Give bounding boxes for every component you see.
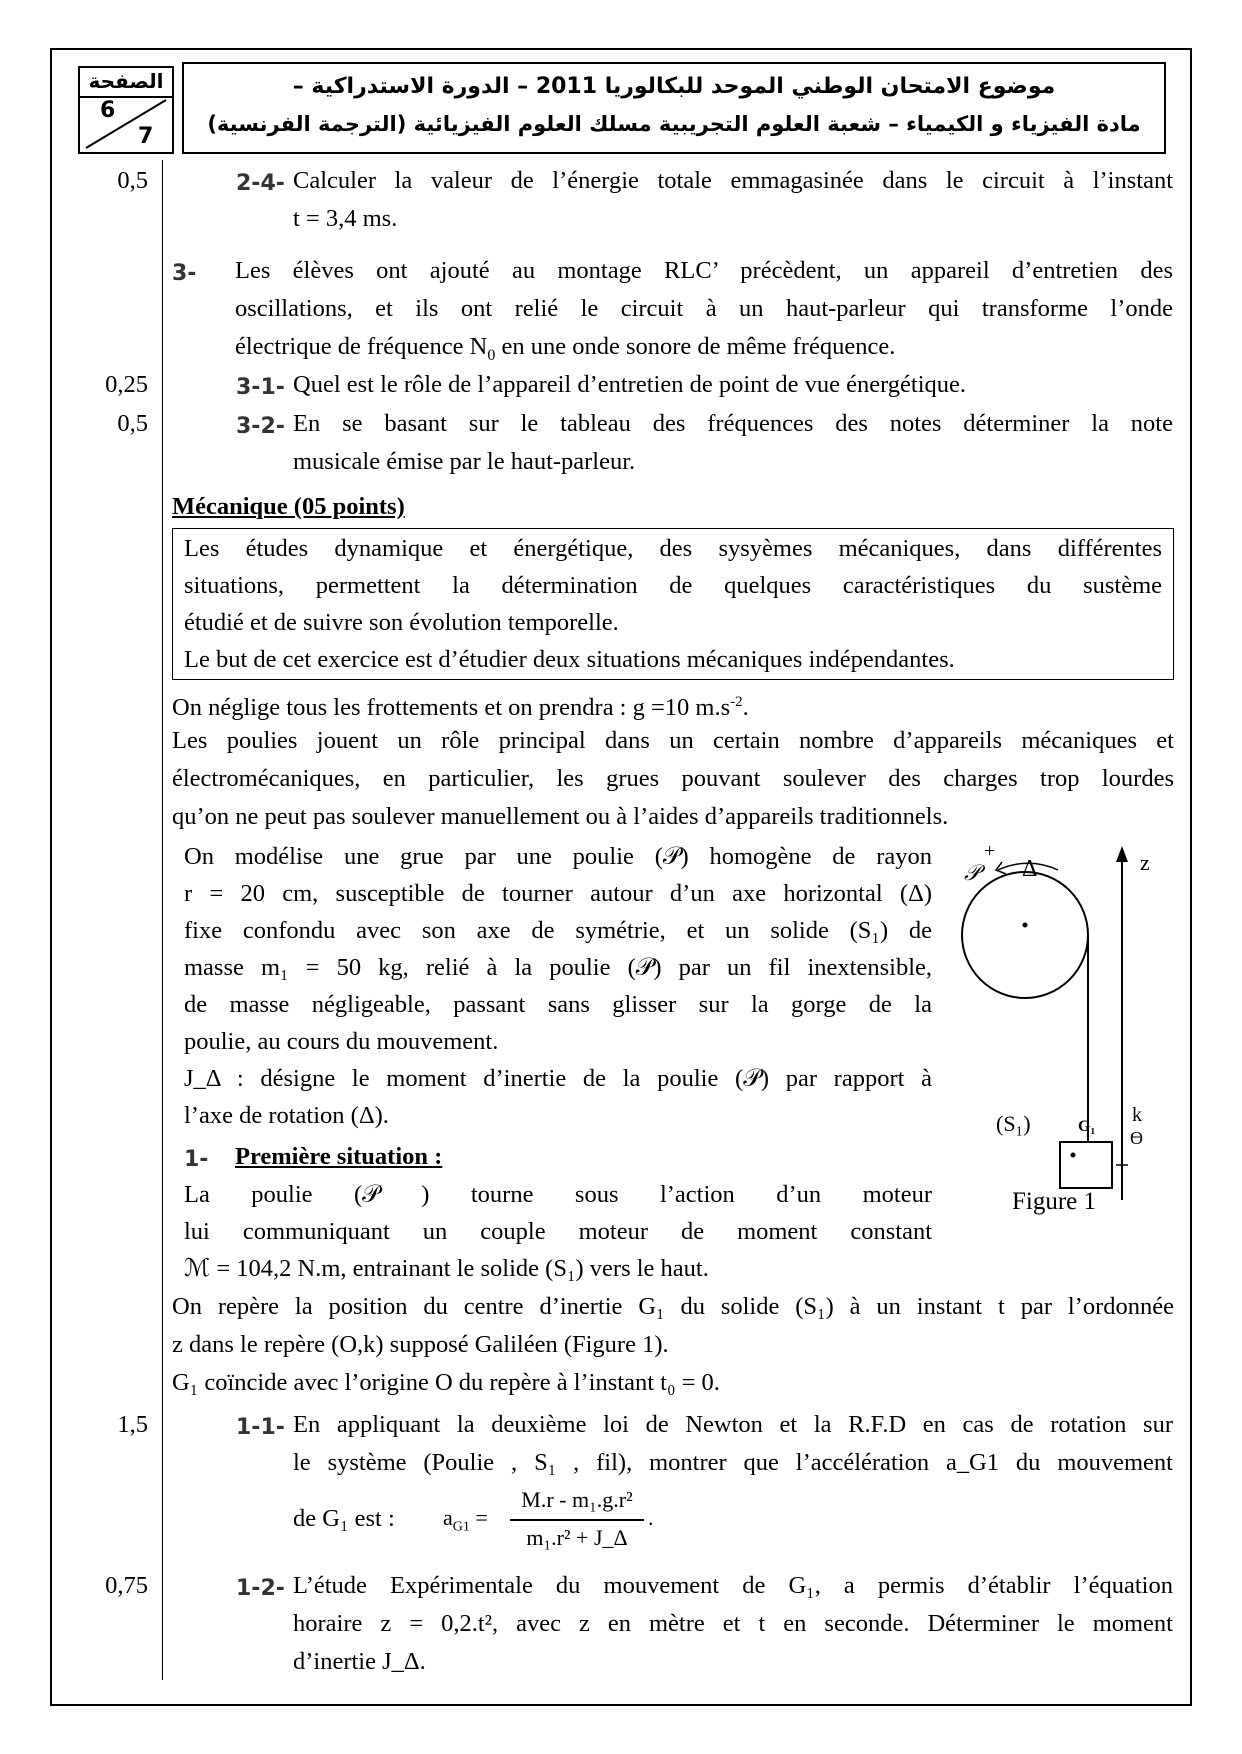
formula-fraction-bar <box>510 1519 644 1521</box>
intro-line3: étudié et de suivre son évolution temporelle. <box>184 609 619 636</box>
situation-1-line3: ℳ = 104,2 N.m, entrainant le solide (S₁) vers le haut. <box>184 1255 709 1282</box>
question-1-1-line3: de G₁ est : <box>293 1505 395 1532</box>
question-number-3-2: 3-2- <box>236 414 285 439</box>
question-number-3: 3- <box>172 261 197 286</box>
inertia-line1: J_Δ : désigne le moment d’inertie de la poulie (𝒫) par rapport à <box>184 1065 932 1092</box>
inertia-line2: l’axe de rotation (Δ). <box>184 1102 389 1129</box>
solid-s1-box <box>1060 1142 1112 1188</box>
formula-period: . <box>648 1505 654 1530</box>
exam-title-box <box>182 62 1166 154</box>
question-2-4-line2: t = 3,4 ms. <box>293 205 398 232</box>
origin-label: O <box>1130 1128 1143 1148</box>
points-column-divider <box>162 160 163 1680</box>
situation-1-line5: z dans le repère (O,k) supposé Galiléen (Figure 1). <box>172 1331 669 1358</box>
page-total: 7 <box>138 124 154 149</box>
question-1-2-line2: horaire z = 0,2.t², avec z en mètre et t en seconde. Déterminer le moment <box>293 1610 1173 1637</box>
exam-title-line1: موضوع الامتحان الوطني الموحد للبكالوريا 2011 – الدورة الاستدراكية – <box>292 74 1056 99</box>
situation-1-line2: lui communiquant un couple moteur de moment constant <box>184 1218 932 1245</box>
question-number-1-1: 1-1- <box>236 1415 285 1440</box>
intro-line2: situations, permettent la détermination de quelques caractéristiques du sustème <box>184 572 1162 599</box>
question-3-line3-a: électrique de fréquence N <box>235 333 488 360</box>
points-q1-2: 0,75 <box>105 1572 148 1599</box>
question-3-1-text: Quel est le rôle de l’appareil d’entretien de point de vue énergétique. <box>293 371 967 398</box>
poulies-line3: qu’on ne peut pas soulever manuellement ou à l’aides d’appareils traditionnels. <box>172 803 949 830</box>
situation-number-1: 1- <box>184 1147 209 1172</box>
intro-line1: Les études dynamique et énergétique, des sysyèmes mécaniques, dans différentes <box>184 535 1162 562</box>
question-1-1-line1: En appliquant la deuxième loi de Newton et la R.F.D en cas de rotation sur <box>293 1411 1173 1438</box>
points-q3-2: 0,5 <box>117 410 148 437</box>
friction-exponent: -2 <box>730 694 743 710</box>
question-1-2-line1: L’étude Expérimentale du mouvement de G₁, a permis d’établir l’équation <box>293 1572 1173 1599</box>
pulley-axis-dot <box>1023 923 1028 928</box>
situation-1-title: Première situation : <box>235 1143 443 1170</box>
situation-1-line6: G₁ coïncide avec l’origine O du repère à l’instant t₀ = 0. <box>172 1369 720 1396</box>
formula-lhs-a: a <box>443 1505 453 1530</box>
question-2-4-line1: Calculer la valeur de l’énergie totale emmagasinée dans le circuit à l’instant <box>293 167 1173 194</box>
question-1-2-line3: d’inertie J_Δ. <box>293 1648 426 1675</box>
page-number-box <box>78 66 174 154</box>
poulies-line2: électromécaniques, en particulier, les grues pouvant soulever des charges trop lourdes <box>172 765 1174 792</box>
situation-1-line1: La poulie (𝒫 ) tourne sous l’action d’un moteur <box>184 1181 932 1208</box>
question-3-line2: oscillations, et ils ont relié le circuit à un haut-parleur qui transforme l’onde <box>235 295 1173 322</box>
z-axis-arrowhead <box>1116 846 1128 862</box>
poulies-line1: Les poulies jouent un rôle principal dans un certain nombre d’appareils mécaniques et <box>172 727 1174 754</box>
question-1-1-line2: le système (Poulie , S₁ , fil), montrer que l’accélération a_G1 du mouvement <box>293 1449 1173 1476</box>
friction-line <box>172 684 749 726</box>
model-line4: masse m₁ = 50 kg, relié à la poulie (𝒫) par un fil inextensible, <box>184 954 932 981</box>
question-3-line1: Les élèves ont ajouté au montage RLC’ précèdent, un appareil d’entretien des <box>235 257 1173 284</box>
section-heading-mecanique: Mécanique (05 points) <box>172 493 405 520</box>
z-axis-label: z <box>1140 850 1150 875</box>
page-current: 6 <box>100 98 116 123</box>
model-line3: fixe confondu avec son axe de symétrie, et un solide (S₁) de <box>184 917 932 944</box>
model-line1: On modélise une grue par une poulie (𝒫) homogène de rayon <box>184 843 932 870</box>
question-3-2-line1: En se basant sur le tableau des fréquences des notes déterminer la note <box>293 410 1173 437</box>
question-number-3-1: 3-1- <box>236 375 285 400</box>
question-3-line3-sub: 0 <box>487 346 496 364</box>
situation-1-line4: On repère la position du centre d’inertie G₁ du solide (S₁) à un instant t par l’ordonnée <box>172 1293 1174 1320</box>
page-label: الصفحة <box>80 68 172 98</box>
question-number-1-2: 1-2- <box>236 1576 285 1601</box>
page-diagonal <box>80 96 172 152</box>
model-line5: de masse négligeable, passant sans glisser sur la gorge de la <box>184 991 932 1018</box>
k-vector-label: k <box>1132 1104 1142 1126</box>
formula-lhs: $a_{G1}$ = <box>443 1505 488 1535</box>
figure-caption: Figure 1 <box>1012 1188 1097 1215</box>
model-line6: poulie, au cours du mouvement. <box>184 1028 499 1055</box>
rotation-plus-label: + <box>984 840 996 862</box>
pulley-label: 𝒫 <box>964 860 980 885</box>
formula-lhs-sub: G1 <box>452 1519 470 1535</box>
exam-title-line2: مادة الفيزياء و الكيمياء – شعبة العلوم التجريبية مسلك العلوم الفيزيائية (الترجمة الفرنسية) <box>207 112 1141 136</box>
formula-denominator: m₁.r² + J_Δ <box>526 1525 628 1550</box>
intro-line4: Le but de cet exercice est d’étudier deux situations mécaniques indépendantes. <box>184 646 955 673</box>
g1-dot <box>1071 1153 1076 1158</box>
question-number-2-4: 2-4- <box>236 171 285 196</box>
question-3-line3-b: en une onde sonore de même fréquence. <box>495 333 896 360</box>
formula-numerator: M.r - m₁.g.r² <box>521 1487 633 1512</box>
question-3-2-line2: musicale émise par le haut-parleur. <box>293 448 636 475</box>
solid-s1-label: (S₁) <box>996 1111 1031 1136</box>
friction-end: . <box>742 694 749 722</box>
pulley-axis-label: Δ <box>1022 856 1038 882</box>
friction-text: On néglige tous les frottements et on prendra : g =10 m.s <box>172 694 731 722</box>
points-q2-4: 0,5 <box>117 167 148 194</box>
points-q3-1: 0,25 <box>105 371 148 398</box>
model-line2: r = 20 cm, susceptible de tourner autour d’un axe horizontal (Δ) <box>184 880 932 907</box>
pulley-circle <box>962 872 1088 998</box>
points-q1-1: 1,5 <box>117 1411 148 1438</box>
figure-1-diagram <box>940 840 1180 1200</box>
g1-label: G₁ <box>1078 1118 1096 1135</box>
